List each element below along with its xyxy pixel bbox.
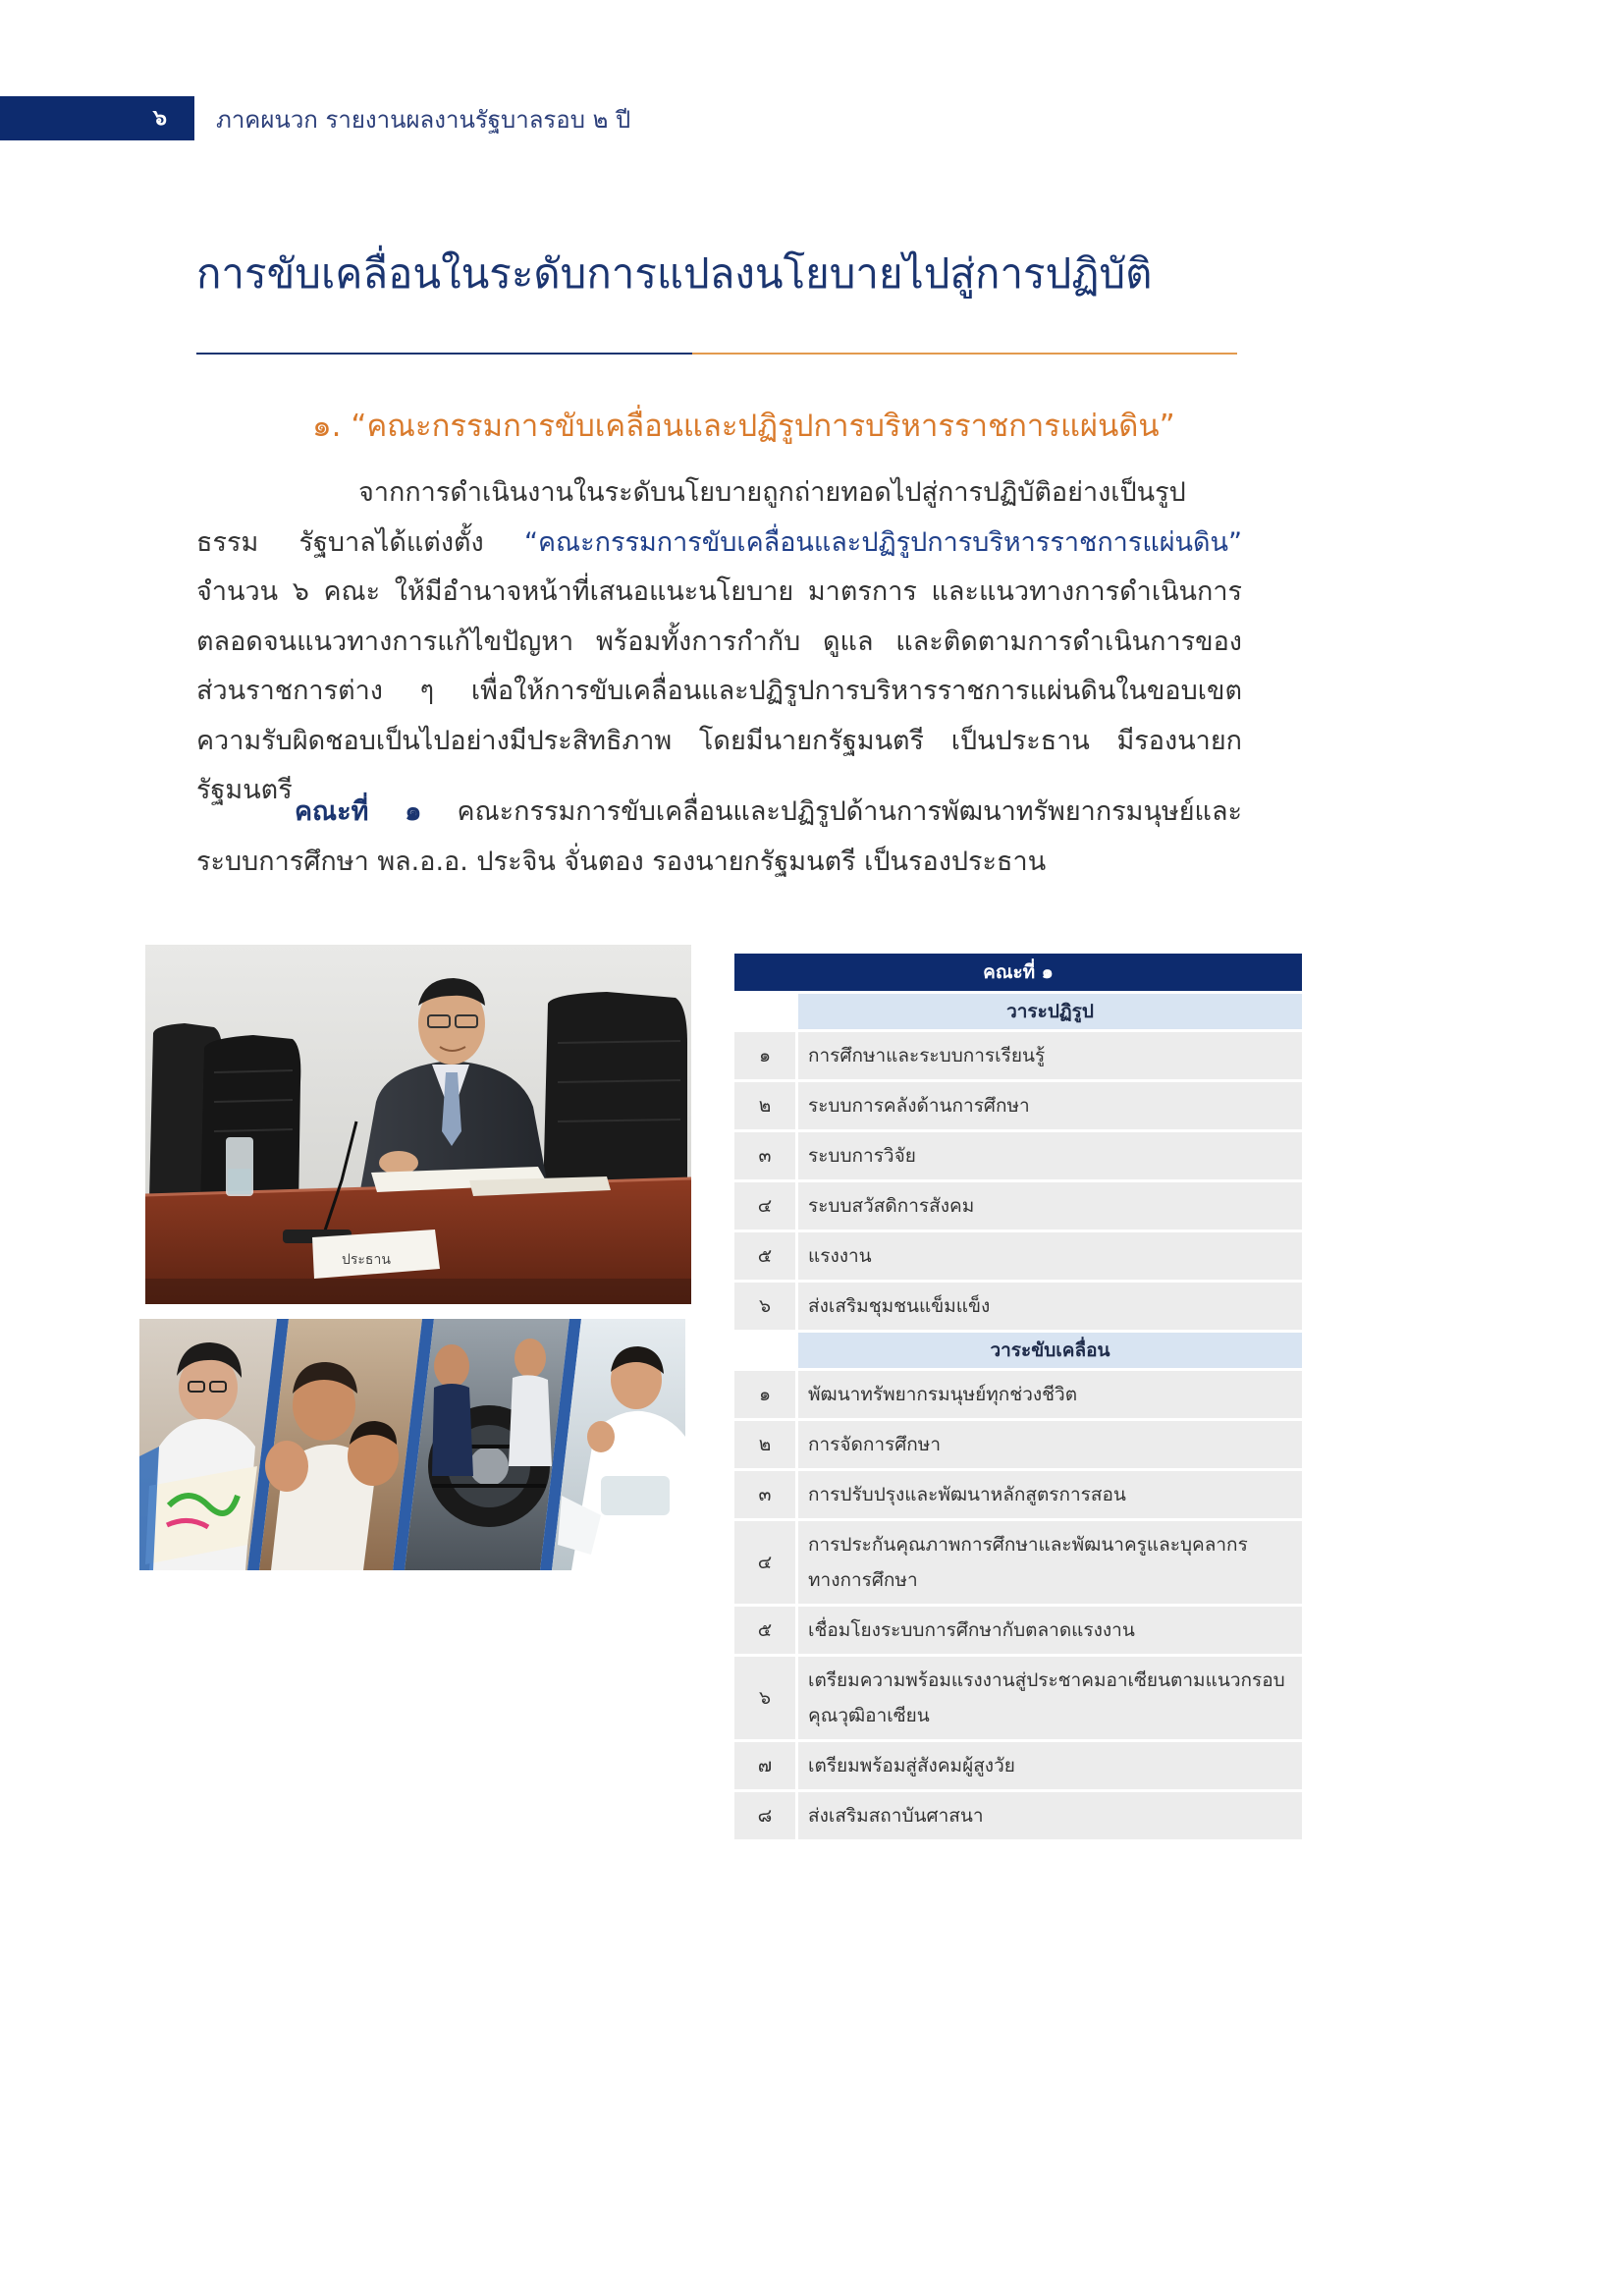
page-number: ๖ [153, 106, 167, 131]
item-text: การประกันคุณภาพการศึกษาและพัฒนาครูและบุคลากรทางการศึกษา [795, 1521, 1302, 1604]
drive-agenda-title: วาระขับเคลื่อน [795, 1333, 1302, 1368]
item-text: ส่งเสริมชุมชนแข็มแข็ง [795, 1283, 1302, 1330]
item-text: เตรียมพร้อมสู่สังคมผู้สูงวัย [795, 1742, 1302, 1789]
running-header: ภาคผนวก รายงานผลงานรัฐบาลรอบ ๒ ปี [216, 106, 631, 134]
title-rule-blue [196, 353, 692, 355]
item-number: ๒ [734, 1421, 795, 1468]
table-header: คณะที่ ๑ [734, 954, 1302, 991]
intro-text: จากการดำเนินงานในระดับนโยบายถูกถ่ายทอดไปสู่การปฏิบัติอย่างเป็นรูปธรรม รัฐบาลได้แต่งตั้ง [196, 477, 1186, 558]
table-row [734, 1421, 1302, 1468]
meeting-photo [145, 945, 691, 1304]
table-row [734, 1792, 1302, 1839]
item-number: ๓ [734, 1471, 795, 1518]
page-title: การขับเคลื่อนในระดับการแปลงนโยบายไปสู่การปฏิบัติ [196, 249, 1153, 298]
committee-agenda-table [734, 951, 1302, 1842]
table-row [734, 1742, 1302, 1789]
committee-1-paragraph [196, 788, 1242, 887]
students-collage-photo [139, 1319, 685, 1570]
table-row [734, 1182, 1302, 1230]
item-text: การปรับปรุงและพัฒนาหลักสูตรการสอน [795, 1471, 1302, 1518]
item-number: ๔ [734, 1182, 795, 1230]
item-number: ๒ [734, 1082, 795, 1129]
table-row [734, 1032, 1302, 1079]
reform-agenda-title: วาระปฏิรูป [795, 994, 1302, 1029]
table-row [734, 1232, 1302, 1280]
item-text: ระบบสวัสดิการสังคม [795, 1182, 1302, 1230]
item-text: เตรียมความพร้อมแรงงานสู่ประชาคมอาเซียนตามแนวกรอบคุณวุฒิอาเซียน [795, 1657, 1302, 1739]
table-row [734, 1657, 1302, 1739]
table-row [734, 1521, 1302, 1604]
item-number: ๗ [734, 1742, 795, 1789]
item-text: เชื่อมโยงระบบการศึกษากับตลาดแรงงาน [795, 1607, 1302, 1654]
item-number: ๖ [734, 1657, 795, 1739]
item-number: ๑ [734, 1371, 795, 1418]
item-text: การศึกษาและระบบการเรียนรู้ [795, 1032, 1302, 1079]
table-row [734, 1371, 1302, 1418]
table-row [734, 1082, 1302, 1129]
item-number: ๑ [734, 1032, 795, 1079]
item-number: ๓ [734, 1132, 795, 1179]
table-row [734, 1132, 1302, 1179]
item-text: ระบบการวิจัย [795, 1132, 1302, 1179]
table-row [734, 1471, 1302, 1518]
committee-name-quote: “คณะกรรมการขับเคลื่อนและปฏิรูปการบริหารราชการแผ่นดิน” [524, 526, 1242, 558]
table-row [734, 1283, 1302, 1330]
item-number: ๔ [734, 1521, 795, 1604]
item-text: การจัดการศึกษา [795, 1421, 1302, 1468]
table-header-row [734, 954, 1302, 991]
item-text: พัฒนาทรัพยากรมนุษย์ทุกช่วงชีวิต [795, 1371, 1302, 1418]
item-text: ส่งเสริมสถาบันศาสนา [795, 1792, 1302, 1839]
section-heading: ๑. “คณะกรรมการขับเคลื่อนและปฏิรูปการบริหารราชการแผ่นดิน” [312, 409, 1175, 444]
drive-section-row [734, 1333, 1302, 1368]
intro-paragraph [196, 468, 1242, 816]
item-number: ๘ [734, 1792, 795, 1839]
title-rule-orange [692, 353, 1237, 355]
nameplate-text: ประธาน [342, 1252, 391, 1268]
intro-text-rest: จำนวน ๖ คณะ ให้มีอำนาจหน้าที่เสนอแนะนโยบาย มาตรการ และแนวทางการดำเนินการ ตลอดจนแนวทางการแก้ไขปัญหา พร้อมทั้งการกำกับ ดูแล และติดตามการดำเนินการของส่วนราชการต่าง ๆ เพื่อให้การขับเคลื่อนและปฏิรูปการบริหารราชการแผ่นดินในขอบเขตความรับผิดชอบเป็นไปอย่างมีประสิทธิภาพ โดยมีนายกรัฐมนตรี เป็นประธาน มีรองนายกรัฐมนตรี [196, 576, 1242, 805]
item-number: ๕ [734, 1232, 795, 1280]
item-text: แรงงาน [795, 1232, 1302, 1280]
item-text: ระบบการคลังด้านการศึกษา [795, 1082, 1302, 1129]
item-number: ๖ [734, 1283, 795, 1330]
reform-section-row [734, 994, 1302, 1029]
committee-1-label: คณะที่ ๑ [295, 796, 422, 827]
table-row [734, 1607, 1302, 1654]
committee-1-text: คณะกรรมการขับเคลื่อนและปฏิรูปด้านการพัฒนาทรัพยากรมนุษย์และระบบการศึกษา พล.อ.อ. ประจิน จั่นตอง รองนายกรัฐมนตรี เป็นรองประธาน [196, 796, 1242, 877]
item-number: ๕ [734, 1607, 795, 1654]
